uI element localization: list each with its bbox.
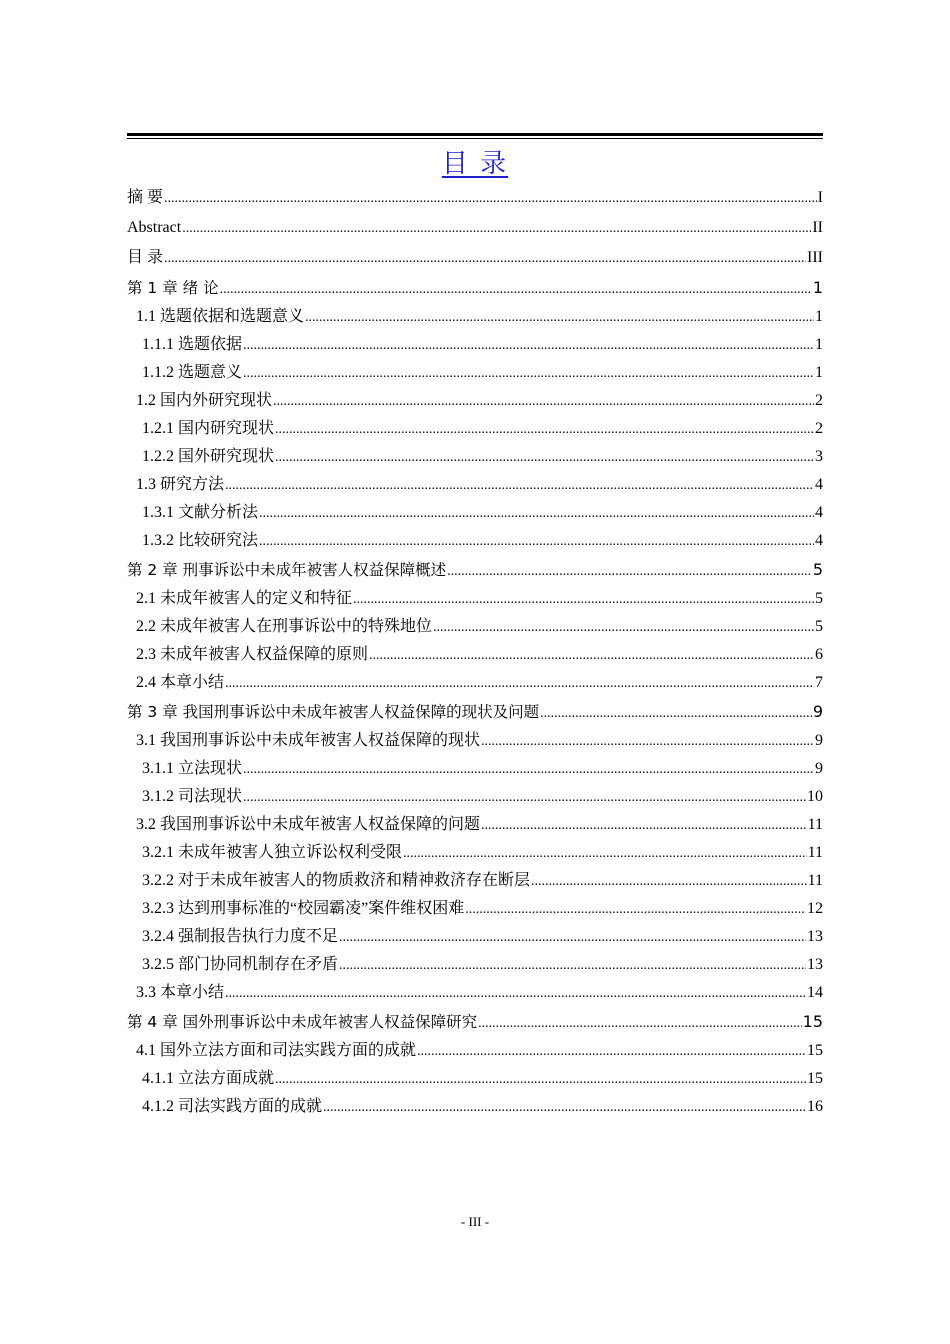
toc-entry-label: 3.2.2 对于未成年被害人的物质救济和精神救济存在断层 xyxy=(142,872,531,889)
toc-entry-label: 1.3.1 文献分析法 xyxy=(142,504,259,521)
toc-section-entry[interactable] xyxy=(127,951,823,979)
toc-entry-label: 3.2.1 未成年被害人独立诉讼权利受限 xyxy=(142,844,403,861)
toc-entry-page-number: 15 xyxy=(807,1070,823,1087)
toc-dot-leader xyxy=(323,1094,806,1122)
toc-entry-page-number: 15 xyxy=(807,1042,823,1059)
toc-section-entry[interactable] xyxy=(127,359,823,387)
toc-entry-label: 2.3 未成年被害人权益保障的原则 xyxy=(136,646,369,663)
toc-entry-page-number: II xyxy=(812,219,823,236)
toc-dot-leader xyxy=(259,528,814,556)
toc-entry-page-number: 4 xyxy=(815,532,823,549)
header-rule-thin xyxy=(127,138,823,139)
toc-entry-page-number: 6 xyxy=(815,646,823,663)
toc-section-entry[interactable] xyxy=(127,443,823,471)
toc-entry-page-number: 2 xyxy=(815,392,823,409)
toc-dot-leader xyxy=(478,1009,801,1039)
toc-dot-leader xyxy=(275,444,814,472)
toc-entry-label: 1.1.1 选题依据 xyxy=(142,336,243,353)
toc-dot-leader xyxy=(275,1066,806,1094)
toc-dot-leader xyxy=(243,784,806,812)
toc-dot-leader xyxy=(481,728,814,756)
toc-entry-page-number: I xyxy=(817,189,823,206)
toc-section-entry[interactable] xyxy=(127,811,823,839)
page-number-footer: - III - xyxy=(460,1214,490,1229)
toc-entry-label: 1.2.2 国外研究现状 xyxy=(142,448,275,465)
toc-section-entry[interactable] xyxy=(127,471,823,499)
toc-section-entry[interactable] xyxy=(127,415,823,443)
toc-chapter-entry[interactable] xyxy=(127,555,823,585)
toc-entry-label: 第 2 章 刑事诉讼中未成年被害人权益保障概述 xyxy=(127,561,447,579)
toc-front-entry[interactable] xyxy=(127,243,823,273)
toc-entry-label: Abstract xyxy=(127,219,182,236)
toc-section-entry[interactable] xyxy=(127,727,823,755)
toc-entry-page-number: 4 xyxy=(815,476,823,493)
toc-entry-label: 1.1 选题依据和选题意义 xyxy=(136,308,305,325)
toc-dot-leader xyxy=(540,699,812,729)
toc-chapter-entry[interactable] xyxy=(127,273,823,303)
toc-title[interactable]: 目 录 xyxy=(441,149,509,179)
toc-dot-leader xyxy=(225,670,814,698)
toc-dot-leader xyxy=(273,388,814,416)
toc-dot-leader xyxy=(164,244,806,274)
toc-section-entry[interactable] xyxy=(127,387,823,415)
toc-entry-label: 1.2 国内外研究现状 xyxy=(136,392,273,409)
toc-dot-leader xyxy=(182,214,811,244)
toc-entry-page-number: 15 xyxy=(802,1012,823,1031)
toc-dot-leader xyxy=(305,304,814,332)
toc-section-entry[interactable] xyxy=(127,1093,823,1121)
toc-section-entry[interactable] xyxy=(127,499,823,527)
toc-entry-page-number: 5 xyxy=(815,590,823,607)
toc-section-entry[interactable] xyxy=(127,839,823,867)
toc-dot-leader xyxy=(481,812,807,840)
toc-entry-label: 第 4 章 国外刑事诉讼中未成年被害人权益保障研究 xyxy=(127,1013,478,1031)
toc-dot-leader xyxy=(225,980,806,1008)
toc-section-entry[interactable] xyxy=(127,303,823,331)
toc-dot-leader xyxy=(531,868,807,896)
toc-dot-leader xyxy=(433,614,814,642)
toc-entry-page-number: 13 xyxy=(807,928,823,945)
toc-entry-page-number: 9 xyxy=(815,760,823,777)
toc-section-entry[interactable] xyxy=(127,585,823,613)
table-of-contents xyxy=(127,183,823,1121)
toc-entry-page-number: 1 xyxy=(815,364,823,381)
toc-dot-leader xyxy=(353,586,814,614)
toc-entry-label: 2.2 未成年被害人在刑事诉讼中的特殊地位 xyxy=(136,618,433,635)
toc-section-entry[interactable] xyxy=(127,1065,823,1093)
toc-entry-page-number: 16 xyxy=(807,1098,823,1115)
toc-section-entry[interactable] xyxy=(127,613,823,641)
toc-dot-leader xyxy=(275,416,814,444)
toc-entry-label: 3.2 我国刑事诉讼中未成年被害人权益保障的问题 xyxy=(136,816,481,833)
toc-entry-label: 3.2.5 部门协同机制存在矛盾 xyxy=(142,956,339,973)
toc-front-entry[interactable] xyxy=(127,183,823,213)
toc-entry-label: 1.2.1 国内研究现状 xyxy=(142,420,275,437)
toc-entry-page-number: III xyxy=(807,249,823,266)
toc-dot-leader xyxy=(243,756,814,784)
toc-section-entry[interactable] xyxy=(127,755,823,783)
toc-entry-page-number: 5 xyxy=(812,560,823,579)
toc-entry-label: 目 录 xyxy=(127,249,164,266)
toc-entry-page-number: 2 xyxy=(815,420,823,437)
toc-entry-label: 摘 要 xyxy=(127,189,164,206)
toc-dot-leader xyxy=(164,184,817,214)
toc-entry-label: 1.1.2 选题意义 xyxy=(142,364,243,381)
toc-section-entry[interactable] xyxy=(127,923,823,951)
toc-entry-page-number: 11 xyxy=(807,872,823,889)
toc-dot-leader xyxy=(243,332,814,360)
toc-entry-page-number: 1 xyxy=(815,336,823,353)
toc-section-entry[interactable] xyxy=(127,783,823,811)
toc-entry-label: 2.4 本章小结 xyxy=(136,674,225,691)
toc-entry-page-number: 7 xyxy=(815,674,823,691)
toc-entry-label: 3.2.3 达到刑事标准的“校园霸凌”案件维权困难 xyxy=(142,900,465,917)
toc-entry-page-number: 11 xyxy=(807,844,823,861)
toc-entry-label: 3.1.1 立法现状 xyxy=(142,760,243,777)
toc-entry-page-number: 1 xyxy=(812,278,823,297)
toc-entry-label: 第 3 章 我国刑事诉讼中未成年被害人权益保障的现状及问题 xyxy=(127,703,540,721)
toc-section-entry[interactable] xyxy=(127,867,823,895)
toc-entry-page-number: 11 xyxy=(807,816,823,833)
header-rule-thick xyxy=(127,133,823,136)
toc-dot-leader xyxy=(369,642,814,670)
toc-entry-page-number: 13 xyxy=(807,956,823,973)
toc-dot-leader xyxy=(417,1038,806,1066)
toc-section-entry[interactable] xyxy=(127,527,823,555)
toc-entry-label: 3.2.4 强制报告执行力度不足 xyxy=(142,928,339,945)
toc-entry-page-number: 9 xyxy=(812,702,823,721)
toc-entry-label: 1.3 研究方法 xyxy=(136,476,225,493)
toc-entry-page-number: 1 xyxy=(815,308,823,325)
toc-section-entry[interactable] xyxy=(127,1037,823,1065)
toc-section-entry[interactable] xyxy=(127,331,823,359)
toc-entry-label: 第 1 章 绪 论 xyxy=(127,279,219,297)
toc-entry-label: 1.3.2 比较研究法 xyxy=(142,532,259,549)
toc-entry-label: 3.3 本章小结 xyxy=(136,984,225,1001)
toc-chapter-entry[interactable] xyxy=(127,697,823,727)
toc-entry-page-number: 9 xyxy=(815,732,823,749)
toc-dot-leader xyxy=(339,952,806,980)
toc-dot-leader xyxy=(339,924,806,952)
toc-entry-label: 3.1.2 司法现状 xyxy=(142,788,243,805)
toc-entry-page-number: 4 xyxy=(815,504,823,521)
toc-entry-label: 4.1.1 立法方面成就 xyxy=(142,1070,275,1087)
toc-section-entry[interactable] xyxy=(127,979,823,1007)
toc-entry-page-number: 10 xyxy=(807,788,823,805)
toc-entry-label: 4.1.2 司法实践方面的成就 xyxy=(142,1098,323,1115)
toc-entry-label: 3.1 我国刑事诉讼中未成年被害人权益保障的现状 xyxy=(136,732,481,749)
toc-dot-leader xyxy=(220,275,812,305)
toc-entry-page-number: 14 xyxy=(807,984,823,1001)
toc-section-entry[interactable] xyxy=(127,641,823,669)
toc-entry-label: 2.1 未成年被害人的定义和特征 xyxy=(136,590,353,607)
toc-entry-label: 4.1 国外立法方面和司法实践方面的成就 xyxy=(136,1042,417,1059)
toc-dot-leader xyxy=(259,500,814,528)
toc-entry-page-number: 12 xyxy=(807,900,823,917)
toc-front-entry[interactable] xyxy=(127,213,823,243)
toc-dot-leader xyxy=(447,557,812,587)
toc-section-entry[interactable] xyxy=(127,895,823,923)
toc-chapter-entry[interactable] xyxy=(127,1007,823,1037)
toc-dot-leader xyxy=(403,840,807,868)
toc-dot-leader xyxy=(225,472,814,500)
toc-section-entry[interactable] xyxy=(127,669,823,697)
toc-dot-leader xyxy=(465,896,806,924)
toc-entry-page-number: 5 xyxy=(815,618,823,635)
toc-entry-page-number: 3 xyxy=(815,448,823,465)
toc-dot-leader xyxy=(243,360,814,388)
